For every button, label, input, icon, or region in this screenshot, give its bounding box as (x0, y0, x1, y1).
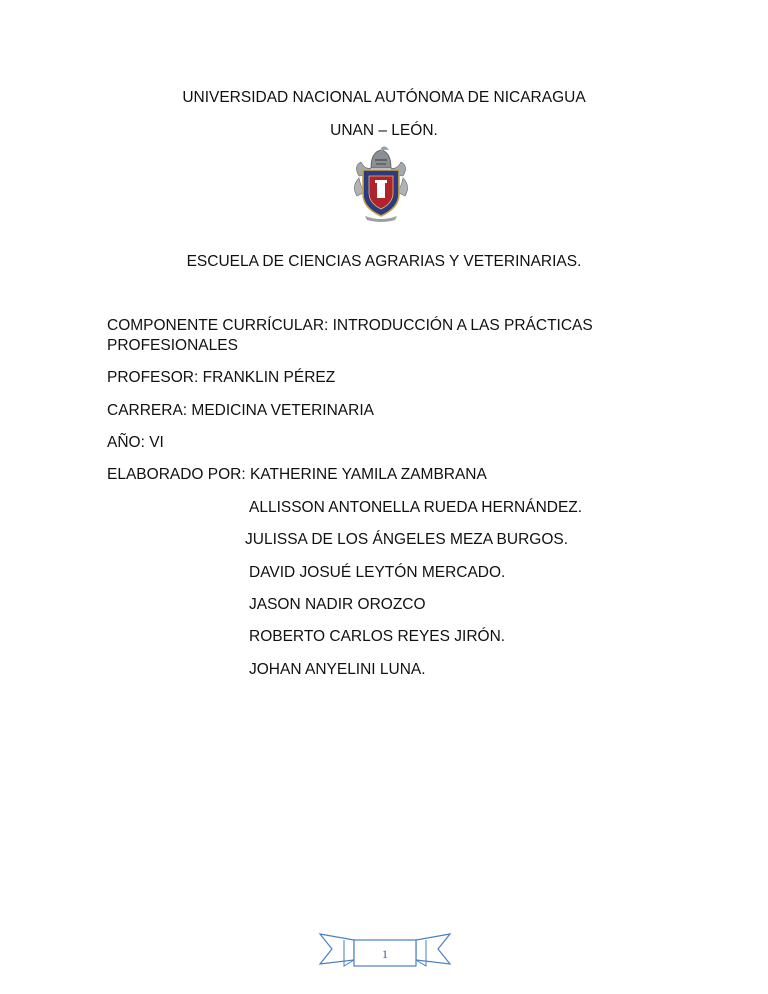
career-line: CARRERA: MEDICINA VETERINARIA (107, 402, 374, 419)
author-line: ROBERTO CARLOS REYES JIRÓN. (249, 628, 506, 645)
page-number: 1 (382, 947, 388, 961)
campus-name: UNAN – LEÓN. (330, 122, 438, 139)
author-line: JOHAN ANYELINI LUNA. (249, 661, 426, 678)
author-line: JULISSA DE LOS ÁNGELES MEZA BURGOS. (245, 531, 569, 548)
university-crest-icon (351, 146, 411, 222)
year-line: AÑO: VI (107, 434, 164, 451)
page-number-ribbon (318, 930, 452, 970)
author-line: DAVID JOSUÉ LEYTÓN MERCADO. (249, 564, 506, 581)
page-title: UNIVERSIDAD NACIONAL AUTÓNOMA DE NICARAGUA (182, 89, 586, 106)
professor-line: PROFESOR: FRANKLIN PÉREZ (107, 369, 336, 386)
school-name: ESCUELA DE CIENCIAS AGRARIAS Y VETERINARIAS. (186, 253, 582, 270)
author-line: JASON NADIR OROZCO (249, 596, 426, 613)
prepared-by-line: ELABORADO POR: KATHERINE YAMILA ZAMBRANA (107, 466, 487, 483)
author-line: ALLISSON ANTONELLA RUEDA HERNÁNDEZ. (249, 499, 583, 516)
component-line-1: COMPONENTE CURRÍCULAR: INTRODUCCIÓN A LAS PRÁCTICAS (107, 317, 593, 334)
component-line-2: PROFESIONALES (107, 337, 238, 354)
